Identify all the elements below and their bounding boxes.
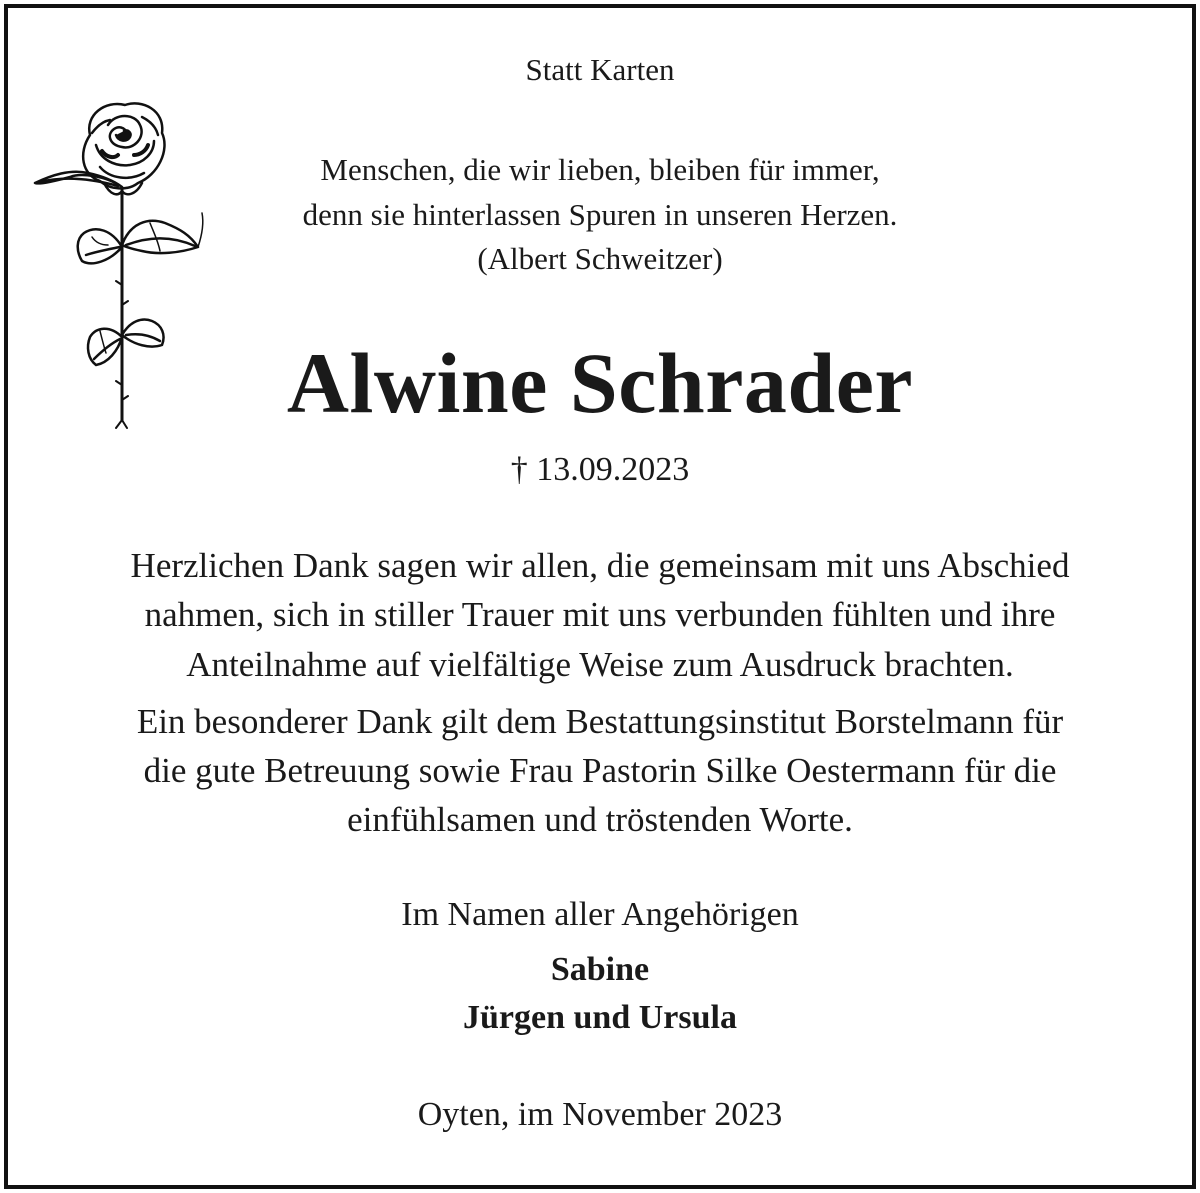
- quote-line: Menschen, die wir lieben, bleiben für immer,: [320, 152, 880, 187]
- special-thanks-line: die gute Betreuung sowie Frau Pastorin Silke Oestermann für die: [143, 751, 1057, 790]
- statt-karten-header: Statt Karten: [525, 52, 675, 87]
- signature-name: Sabine: [550, 951, 650, 988]
- quote-attribution: (Albert Schweitzer): [477, 241, 723, 276]
- special-thanks-line: Ein besonderer Dank gilt dem Bestattungsinstitut Borstelmann für: [136, 702, 1064, 741]
- thanks-text-line: nahmen, sich in stiller Trauer mit uns verbunden fühlten und ihre: [144, 595, 1056, 634]
- signature-intro: Im Namen aller Angehörigen: [401, 896, 799, 933]
- thanks-text-line: Herzlichen Dank sagen wir allen, die gemeinsam mit uns Abschied: [130, 546, 1070, 585]
- place-and-date: Oyten, im November 2023: [417, 1096, 783, 1133]
- thanks-text-line: Anteilnahme auf vielfältige Weise zum Ausdruck brachten.: [186, 645, 1014, 684]
- quote-line: denn sie hinterlassen Spuren in unseren Herzen.: [302, 197, 898, 232]
- special-thanks-line: einfühlsamen und tröstenden Worte.: [347, 800, 853, 839]
- death-date: † 13.09.2023: [510, 451, 690, 488]
- signature-name: Jürgen und Ursula: [463, 999, 737, 1036]
- deceased-name: Alwine Schrader: [286, 335, 914, 431]
